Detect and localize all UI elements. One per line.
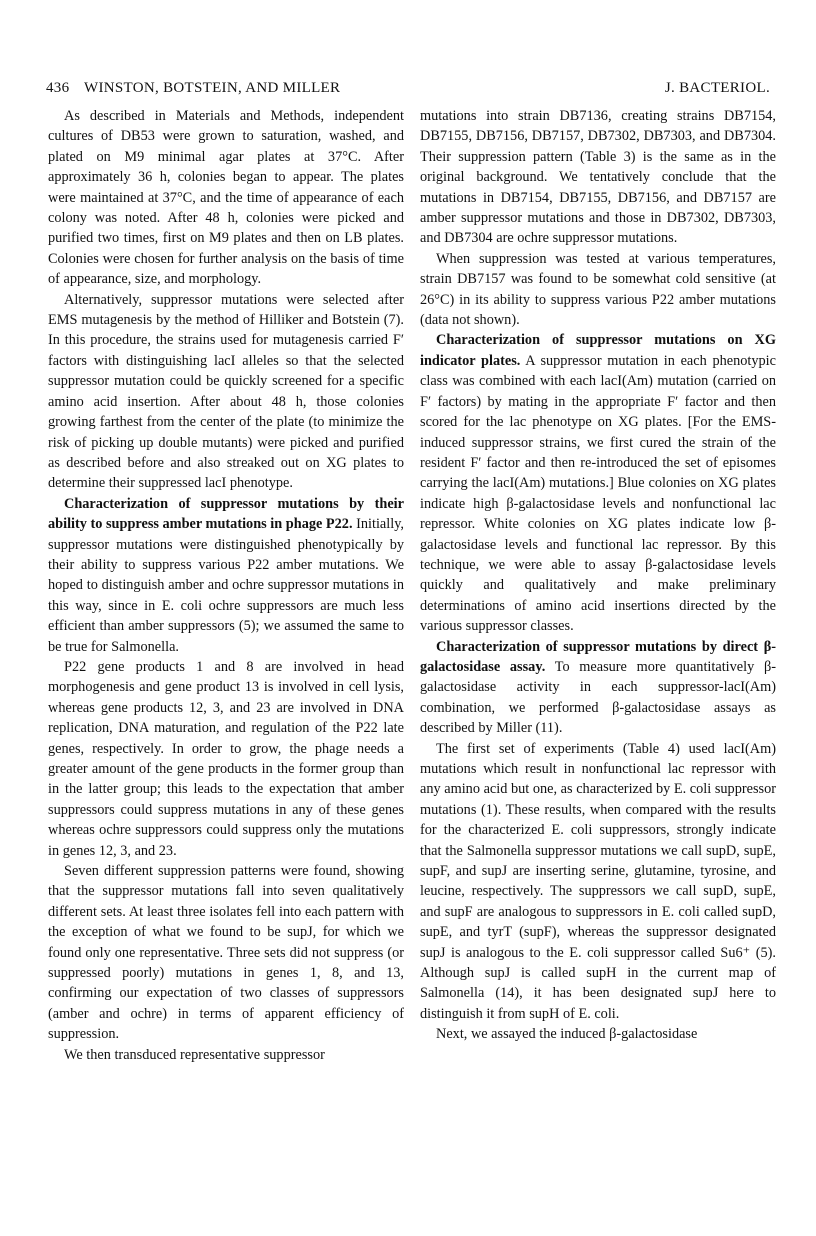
page-number: 436 (46, 80, 70, 96)
paragraph: Alternatively, suppressor mutations were selected after EMS mutagenesis by the method of Hilliker and Botstein (7). In this procedure, the strains used for mutagenesis carried F′ factors with distinguishing lacI alleles so that the selected suppressor mutation could be quickly screened for a specific amino acid insertion. After about 48 h, those colonies growing farthest from the center of the plate (to minimize the risk of picking up double mutants) were picked and purified as described before and also streaked out on XG plates to determine their suppressed lacI phenotype. (48, 291, 404, 492)
left-column (48, 106, 404, 1065)
paragraph: Characterization of suppressor mutations by their ability to suppress amber mutations in phage P22. Initially, suppressor mutations were distinguished phenotypically by their ability to suppress various P22 amber mutations. We hoped to distinguish amber and ochre suppressor mutations in this way, since in E. coli ochre suppressors are much less efficient than amber suppressors (5); we assumed the same to be true for Salmonella. (48, 495, 405, 655)
running-header (46, 80, 770, 102)
section-heading: Characterization of suppressor mutations by their ability to suppress amber mutations in phage P22. (48, 495, 404, 533)
paragraph: Next, we assayed the induced β-galactosidase (436, 1026, 698, 1043)
paragraph: Characterization of suppressor mutations on XG indicator plates. A suppressor mutation in each phenotypic class was combined with each lacI(Am) mutation (carried on F′ factors) by mating in the appropriate F′ factor and then scored for the lac phenotype on XG plates. [For the EMS-induced suppressor strains, we first cured the strain of the resident F′ factor and then re-introduced the set of episomes carrying the lacI(Am) mutations.] Blue colonies on XG plates indicate high β-galactosidase levels and nonfunctional lac repressor. White colonies on XG plates indicate low β-galactosidase levels and functional lac repressor. By this technique, we were able to assay β-galactosidase levels quickly and qualitatively and make preliminary determinations of amino acid insertions directed by the various suppressor classes. (420, 332, 776, 635)
running-head-journal: J. BACTERIOL. (664, 80, 770, 96)
section-heading: Characterization of suppressor mutations on XG indicator plates. (420, 332, 776, 369)
paragraph: As described in Materials and Methods, independent cultures of DB53 were grown to saturation, washed, and plated on M9 minimal agar plates at 37°C. After approximately 36 h, colonies began to appear. The plates were maintained at 37°C, and the time of appearance of each colony was noted. After 48 h, colonies were picked and purified two times, first on M9 plates and then on LB plates. Colonies were chosen for further analysis on the basis of time of appearance, size, and morphology. (48, 108, 404, 288)
section-heading: Characterization of suppressor mutations by direct β-galactosidase assay. (420, 638, 776, 675)
paragraph: When suppression was tested at various temperatures, strain DB7157 was found to be somewhat cold sensitive (at 26°C) in its ability to suppress various P22 amber mutations (data not shown). (420, 250, 776, 329)
paragraph: We then transduced representative suppressor (64, 1046, 325, 1063)
paragraph: mutations into strain DB7136, creating strains DB7154, DB7155, DB7156, DB7157, DB7302, DB7303, and DB7304. Their suppression pattern (Table 3) is the same as in the original background. We tentatively conclude that the mutations in DB7154, DB7155, DB7156, and DB7157 are amber suppressor mutations and those in DB7302, DB7303, and DB7304 are ochre suppressor mutations. (420, 108, 776, 247)
paragraph: The first set of experiments (Table 4) used lacI(Am) mutations which result in nonfunctional lac repressor with any amino acid but one, as characterized by E. coli suppressor mutations (1). These results, when compared with the results for the characterized E. coli suppressors, strongly indicate that the Salmonella suppressor mutations we call supD, supE, supF, and supJ are inserting serine, glutamine, tyrosine, and leucine, respectively. The suppressors we call supD, supE, and supF are analogous to suppressors in E. coli called supD, supE, and tyrT (supF), whereas the suppressor designated supJ is analogous to the E. coli suppressor called Su6⁺ (5). Although supJ is called supH in the current map of Salmonella (14), it has been designated supJ here to distinguish it from supH of E. coli. (420, 740, 776, 1022)
paragraph: P22 gene products 1 and 8 are involved in head morphogenesis and gene product 13 is involved in cell lysis, whereas gene products 12, 3, and 23 are involved in DNA replication, DNA maturation, and regulation of the P22 late genes, respectively. In order to grow, the phage needs a greater amount of the gene products in the former group than in the latter group; this leads to the expectation that amber suppressors could suppress mutations in any of these genes whereas ochre suppressors could suppress only the mutations in genes 12, 3, and 23. (48, 658, 404, 859)
paragraph: Characterization of suppressor mutations by direct β-galactosidase assay. To measure more quantitatively β-galactosidase activity in each suppressor-lacI(Am) combination, we performed β-galactosidase assays as described by Miller (11). (420, 638, 776, 737)
right-column (420, 106, 776, 1045)
paragraph: Seven different suppression patterns were found, showing that the suppressor mutations fall into seven qualitatively different sets. At least three isolates fell into each pattern with the exception of what we found to be supJ, for which we found only one representative. Three sets did not suppress (or suppressed poorly) mutations in genes 1, 8, and 13, confirming our expectation of two classes of suppressors (amber and ochre) in terms of apparent efficiency of suppression. (48, 863, 404, 1043)
running-head-authors: WINSTON, BOTSTEIN, AND MILLER (84, 80, 341, 96)
